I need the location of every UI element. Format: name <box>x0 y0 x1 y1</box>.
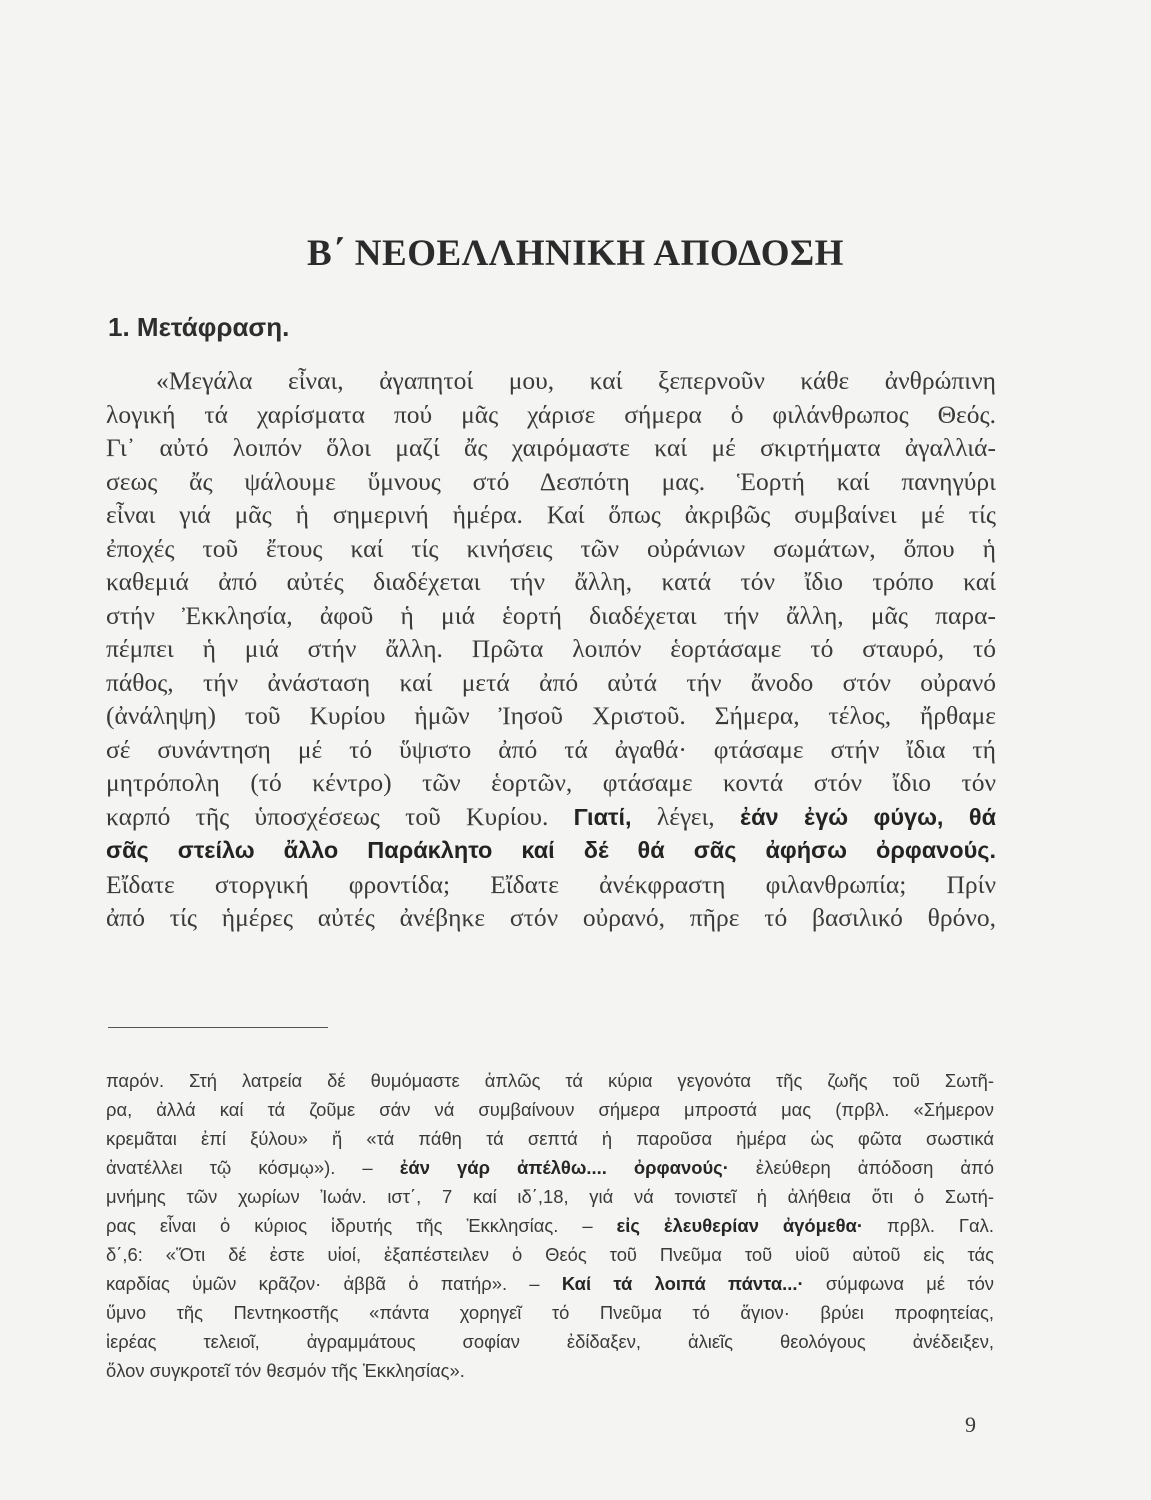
page-number: 9 <box>965 1412 976 1437</box>
body-line: σεως ἄς ψάλουμε ὕμνους στό Δεσπότη μας. Ἑορτή καί πανηγύρι <box>106 466 996 496</box>
body-line: (ἀνάληψη) τοῦ Κυρίου ἡμῶν Ἰησοῦ Χριστοῦ. Σήμερα, τέλος, ἤρθαμε <box>106 701 996 730</box>
quote-bold: ἐάν ἐγώ φύγω, θά <box>739 803 997 830</box>
section-heading: 1. Μετάφραση. <box>108 312 290 342</box>
footnote-text: καρδίας ὑμῶν κρᾶζον· ἀββᾶ ὁ πατήρ». – <box>106 1273 540 1294</box>
footnote-text: ἀνατέλλει τῷ κόσμῳ»). – <box>106 1157 373 1178</box>
quote-bold: Γιατί, <box>573 803 632 830</box>
body-line: καθεμιά ἀπό αὐτές διαδέχεται τήν ἄλλη, κατά τόν ἴδιο τρόπο καί <box>106 567 996 596</box>
footnote-text: ἐλεύθερη ἀπόδοση ἀπό <box>755 1157 994 1178</box>
body-line: στήν Ἐκκλησία, ἀφοῦ ἡ μιά ἑορτή διαδέχεται τήν ἄλλη, μᾶς παρα- <box>106 600 996 630</box>
body-text: λέγει, <box>656 801 715 831</box>
body-line: Εἴδατε στοργική φροντίδα; Εἴδατε ἀνέκφραστη φιλανθρωπία; Πρίν <box>106 869 996 899</box>
footnote-divider <box>108 1027 328 1028</box>
body-line: σέ συνάντηση μέ τό ὕψιστο ἀπό τά ἀγαθά· φτάσαμε στήν ἴδια τή <box>106 734 996 764</box>
quote-bold-line: σᾶς στείλω ἄλλο Παράκλητο καί δέ θά σᾶς ἀφήσω ὀρφανούς. <box>106 837 996 863</box>
body-line: πάθος, τήν ἀνάσταση καί μετά ἀπό αὐτά τήν ἄνοδο στόν οὐρανό <box>106 667 996 697</box>
footnote-text: πρβλ. Γαλ. <box>886 1215 994 1236</box>
footnote-line: ὕμνο τῆς Πεντηκοστῆς «πάντα χορηγεῖ τό Πνεῦμα τό ἅγιον· βρύει προφητείας, <box>106 1302 994 1323</box>
footnote-lemma: ἐάν γάρ ἀπέλθω.... ὀρφανούς· <box>399 1157 729 1178</box>
body-line: «Μεγάλα εἶναι, ἀγαπητοί μου, καί ξεπερνοῦν κάθε ἀνθρώπινη <box>156 366 996 395</box>
footnote-line: δ΄,6: «Ὅτι δέ ἐστε υἱοί, ἐξαπέστειλεν ὁ Θεός τοῦ Πνεῦμα τοῦ υἱοῦ αὐτοῦ εἰς τάς <box>106 1244 994 1265</box>
body-line: ἐποχές τοῦ ἔτους καί τίς κινήσεις τῶν οὐράνιων σωμάτων, ὅπου ἡ <box>106 533 996 563</box>
footnote-lemma: Καί τά λοιπά πάντα...· <box>561 1273 804 1294</box>
footnote-line: ρα, ἀλλά καί τά ζοῦμε σάν νά συμβαίνουν σήμερα μπροστά μας (πρβλ. «Σήμερον <box>106 1099 994 1120</box>
body-line: Γι᾿ αὐτό λοιπόν ὅλοι μαζί ἄς χαιρόμαστε καί μέ σκιρτήματα ἀγαλλιά- <box>106 433 996 462</box>
body-text: καρπό τῆς ὑποσχέσεως τοῦ Κυρίου. <box>106 801 549 831</box>
footnote-lemma: εἰς ἐλευθερίαν ἀγόμεθα· <box>616 1215 863 1236</box>
footnote-line: ἱερέας τελειοῖ, ἀγραμμάτους σοφίαν ἐδίδαξεν, ἁλιεῖς θεολόγους ἀνέδειξεν, <box>106 1331 994 1352</box>
footnote-line: παρόν. Στή λατρεία δέ θυμόμαστε ἁπλῶς τά κύρια γεγονότα τῆς ζωῆς τοῦ Σωτῆ- <box>106 1070 994 1091</box>
body-line: μητρόπολη (τό κέντρο) τῶν ἑορτῶν, φτάσαμε κοντά στόν ἴδιο τόν <box>106 768 996 797</box>
footnotes <box>106 1066 994 1385</box>
body-line: λογική τά χαρίσματα πού μᾶς χάρισε σήμερα ὁ φιλάνθρωπος Θεός. <box>106 399 996 429</box>
footnote-line: ὅλον συγκροτεῖ τόν θεσμόν τῆς Ἐκκλησίας». <box>106 1360 465 1381</box>
footnote-line: κρεμᾶται ἐπί ξύλου» ἤ «τά πάθη τά σεπτά ἡ παροῦσα ἡμέρα ὡς φῶτα σωστικά <box>106 1128 994 1149</box>
footnote-line: μνήμης τῶν χωρίων Ἰωάν. ιστ΄, 7 καί ιδ΄,18, γιά νά τονιστεῖ ἡ ἀλήθεια ὅτι ὁ Σωτή- <box>106 1186 994 1207</box>
footnote-text: σύμφωνα μέ τόν <box>825 1273 994 1294</box>
body-line: ἀπό τίς ἡμέρες αὐτές ἀνέβηκε στόν οὐρανό, πῆρε τό βασιλικό θρόνο, <box>106 903 996 932</box>
body-line: εἶναι γιά μᾶς ἡ σημερινή ἡμέρα. Καί ὅπως ἀκριβῶς συμβαίνει μέ τίς <box>106 500 996 529</box>
footnote-line <box>106 1153 994 1182</box>
footnote-line <box>106 1211 994 1240</box>
footnote-line <box>106 1269 994 1298</box>
body-line-mixed <box>106 800 996 835</box>
main-text <box>106 364 996 935</box>
body-line: πέμπει ἡ μιά στήν ἄλλη. Πρῶτα λοιπόν ἑορτάσαμε τό σταυρό, τό <box>106 634 996 663</box>
footnote-text: ρας εἶναι ὁ κύριος ἱδρυτής τῆς Ἐκκλησίας. – <box>106 1215 593 1236</box>
chapter-title: Β΄ ΝΕΟΕΛΛΗΝΙΚΗ ΑΠΟΔΟΣΗ <box>307 233 844 274</box>
